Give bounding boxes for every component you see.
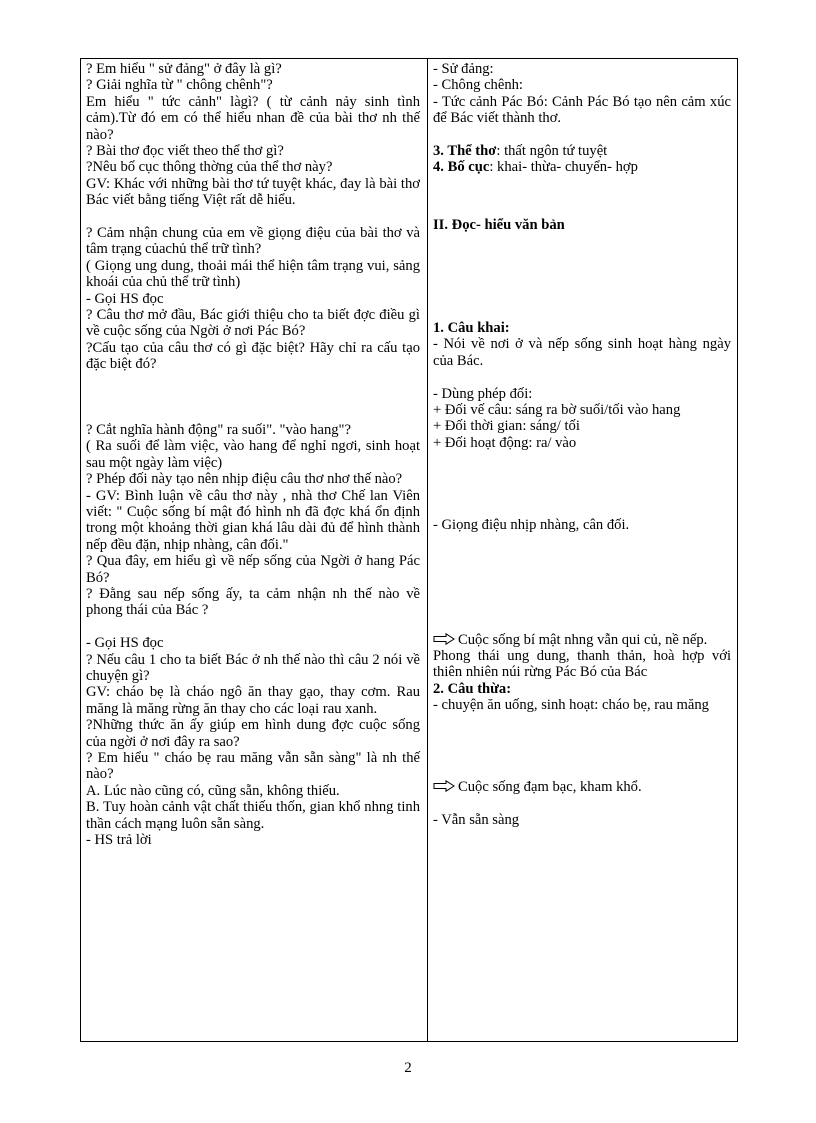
question-line: ? Cảm nhận chung của em về giọng điệu của bài thơ và tâm trạng củachủ thể trữ tình? [86,225,420,258]
answer-option: A. Lúc nào cũng có, cũng sẵn, không thiếu. [86,782,340,799]
spacer [433,714,731,730]
section-heading: 3. Thể thơ [433,143,497,160]
content-column [433,61,731,828]
spacer [433,233,731,249]
lesson-table [80,58,738,1042]
content-text: Cuộc sống bí mật nhng vẫn qui củ, nề nếp. [458,631,708,648]
spacer [86,619,420,635]
content-line: Phong thái ung dung, thanh thản, hoà hợp với thiên nhiên núi rừng Pác Bó của Bác [433,647,731,681]
teacher-note: GV: Khác với những bài thơ tứ tuyệt khác, đay là bài thơ Bác viết bằng tiếng Việt rất dễ hiểu. [86,175,420,209]
content-line: - Nói về nơi ở và nếp sống sinh hoạt hàng ngày của Bác. [433,336,731,369]
spacer [433,484,731,500]
question-line: ? Cắt nghĩa hành động" ra suối". "vào hang"? [86,421,351,438]
question-line: ? Giải nghĩa từ " chông chênh"? [86,77,273,94]
content-line: + Đối hoạt động: ra/ vào [433,434,577,451]
question-line: ?Cấu tạo của câu thơ có gì đặc biệt? Hãy chỉ ra cấu tạo đặc biệt đó? [86,339,420,373]
content-line: - Chông chênh: [433,77,523,94]
teacher-note: ( Ra suối để làm việc, vào hang để nghỉ ngơi, sinh hoạt sau một ngày làm việc) [86,438,420,471]
question-line: Em hiểu " tức cảnh" làgì? ( từ cảnh nảy sinh tình cảm).Từ đó em có thể hiểu nhan đề của bài thơ nh thế nào? [86,93,420,143]
spacer [433,282,731,298]
spacer [433,369,731,385]
content-line [433,143,731,159]
question-line: ?Những thức ăn ấy giúp em hình dung đợc cuộc sống của ngời ở nơi đây ra sao? [86,717,420,750]
content-line: + Đối vế câu: sáng ra bờ suối/tối vào hang [433,401,681,418]
question-line: ?Nêu bố cục thông thờng của thể thơ này? [86,159,333,176]
section-heading: 4. Bố cục [433,159,490,176]
content-line: - Tức cảnh Pác Bó: Cảnh Pác Bó tạo nên cảm xúc để Bác viết thành thơ. [433,93,731,127]
instruction-line: - Gọi HS đọc [86,290,164,307]
content-line: - chuyện ăn uống, sinh hoạt: cháo bẹ, rau măng [433,697,709,714]
spacer [433,266,731,282]
teacher-note: ( Giọng ung dung, thoải mái thể hiện tâm trạng vui, sảng khoái của chủ thể trữ tình) [86,257,420,291]
teacher-questions-column [86,61,420,848]
content-text: Cuộc sống đạm bạc, kham khổ. [458,779,642,796]
answer-option: B. Tuy hoàn cảnh vật chất thiếu thốn, gian khổ nhng tinh thần cách mạng luôn sẵn sàng. [86,799,420,832]
question-line: ? Câu thơ mở đầu, Bác giới thiệu cho ta biết đợc điều gì về cuộc sống của Ngời ở nơi Pác Bó? [86,307,420,340]
spacer [433,468,731,484]
question-line: ? Đằng sau nếp sống ấy, ta cảm nhận nh thế nào về phong thái của Bác ? [86,585,420,619]
question-line: ? Em hiểu " cháo bẹ rau măng vẫn sẵn sàng" là nh thế nào? [86,749,420,783]
content-line: - Giọng điệu nhịp nhàng, cân đối. [433,516,630,533]
spacer [86,405,420,421]
question-line: ? Phép đối này tạo nên nhịp điệu câu thơ nhơ thế nào? [86,471,403,488]
spacer [433,127,731,143]
spacer [433,176,731,192]
section-heading: 2. Câu thừa: [433,680,512,697]
question-line: ? Nếu câu 1 cho ta biết Bác ở nh thế nào thì câu 2 nói về chuyện gì? [86,651,420,684]
question-line: ? Em hiểu " sử đảng" ở đây là gì? [86,61,282,77]
spacer [433,763,731,779]
content-line [433,779,731,795]
spacer [433,550,731,566]
spacer [433,500,731,516]
page-number: 2 [404,1060,412,1076]
teacher-note: GV: cháo bẹ là cháo ngô ăn thay gạo, thay cơm. Rau măng là măng rừng ăn thay cho các loại rau xanh. [86,684,420,717]
question-line: ? Bài thơ đọc viết theo thể thơ gì? [86,143,284,160]
section-heading: II. Đọc- hiểu văn bản [433,216,565,233]
content-text: : khai- thừa- chuyển- hợp [489,159,638,176]
spacer [433,796,731,812]
question-line: ? Qua đây, em hiểu gì về nếp sống của Ngời ở hang Pác Bó? [86,553,420,586]
spacer [86,373,420,389]
spacer [433,299,731,315]
instruction-line: - Gọi HS đọc [86,635,164,652]
content-line [433,159,731,175]
spacer [86,209,420,225]
content-text: : thất ngôn tứ tuyệt [496,143,608,160]
spacer [433,615,731,631]
spacer [433,730,731,746]
spacer [433,599,731,615]
spacer [86,389,420,405]
spacer [433,451,731,467]
arrow-right-icon [433,780,455,792]
spacer [433,533,731,549]
content-line: - Dùng phép đối: [433,385,533,402]
content-line [433,632,731,648]
content-line: + Đối thời gian: sáng/ tối [433,418,580,435]
teacher-note: - GV: Bình luận về câu thơ này , nhà thơ Chế lan Viên viết: " Cuộc sống bí mật đó hình nh đã đợc khá ổn định trong một khoảng thời gian khá lâu dài đủ để hình thành nếp đều đặn, nhịp nhàng, cân đối." [86,487,420,553]
section-heading: 1. Câu khai: [433,319,510,336]
instruction-line: - HS trả lời [86,832,152,849]
spacer [433,566,731,582]
content-line: - Sử đảng: [433,61,494,77]
spacer [433,746,731,762]
content-line: - Vẫn sẵn sàng [433,811,520,828]
arrow-right-icon [433,633,455,645]
spacer [433,582,731,598]
spacer [433,192,731,208]
column-divider [427,59,428,1041]
spacer [433,209,731,217]
spacer [433,249,731,265]
